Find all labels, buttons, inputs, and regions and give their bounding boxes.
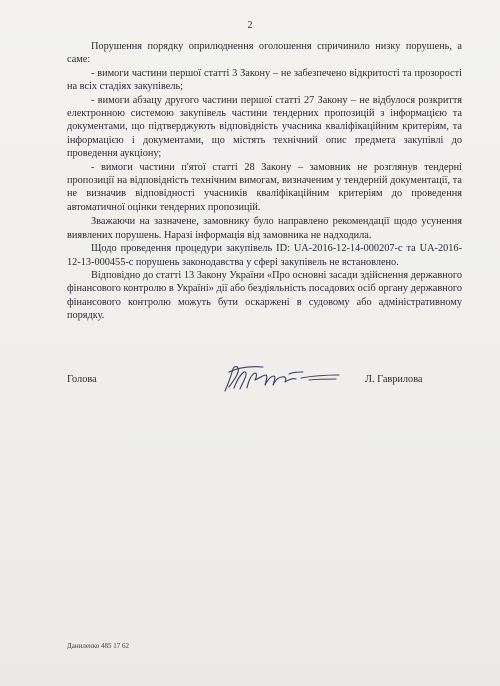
- signatory-role: Голова: [67, 374, 97, 385]
- signature-block: [67, 374, 462, 414]
- document-body: [67, 40, 462, 323]
- paragraph-procurement-ids: Щодо проведення процедури закупівель ID: UA-2016-12-14-000207-c та UA-2016-12-13-000455-c порушень законодавства у сфері закупівель не встановлено.: [67, 243, 462, 268]
- paragraph-violations-intro: Порушення порядку оприлюднення оголошення спричинило низку порушень, а саме:: [67, 41, 462, 66]
- paragraph-article-28: - вимоги частини п'ятої статті 28 Закону – замовник не розглянув тендерні пропозиції на відповідність технічним вимогам, визначеним у тендерній документації, та не визначив відповідності учасників кваліфікаційним критеріям до проведення автоматичної оцінки тендерних пропозицій.: [67, 161, 462, 213]
- handwritten-signature: [219, 364, 344, 396]
- paragraph-appeal-rights: Відповідно до статті 13 Закону України «Про основні засади здійснення державного фінансового контролю в Україні» дії або бездіяльність посадових осіб органу державного фінансового контролю можуть бути оскаржені в судовому або адміністративному порядку.: [67, 269, 462, 322]
- page-number: 2: [247, 20, 253, 31]
- paragraph-article-3: - вимоги частини першої статті 3 Закону – не забезпечено відкритості та прозорості на всіх стадіях закупівель;: [67, 67, 462, 93]
- signatory-name: Л. Гаврилова: [365, 374, 423, 385]
- paragraph-recommendations: Зважаючи на зазначене, замовнику було направлено рекомендації щодо усунення виявлених порушень. Наразі інформація від замовника не надходила.: [67, 216, 462, 241]
- executor-note: Даниленко 485 17 62: [67, 642, 130, 650]
- paragraph-article-27: - вимоги абзацу другого частини першої статті 27 Закону – не відбулося розкриття електронною системою закупівель частини тендерних пропозицій з інформацією та документами, що підтверджують відповідність учасника кваліфікаційним критеріям, та інформацією і документами, що містять технічний опис предмета закупівлі до проведення аукціону;: [67, 94, 462, 160]
